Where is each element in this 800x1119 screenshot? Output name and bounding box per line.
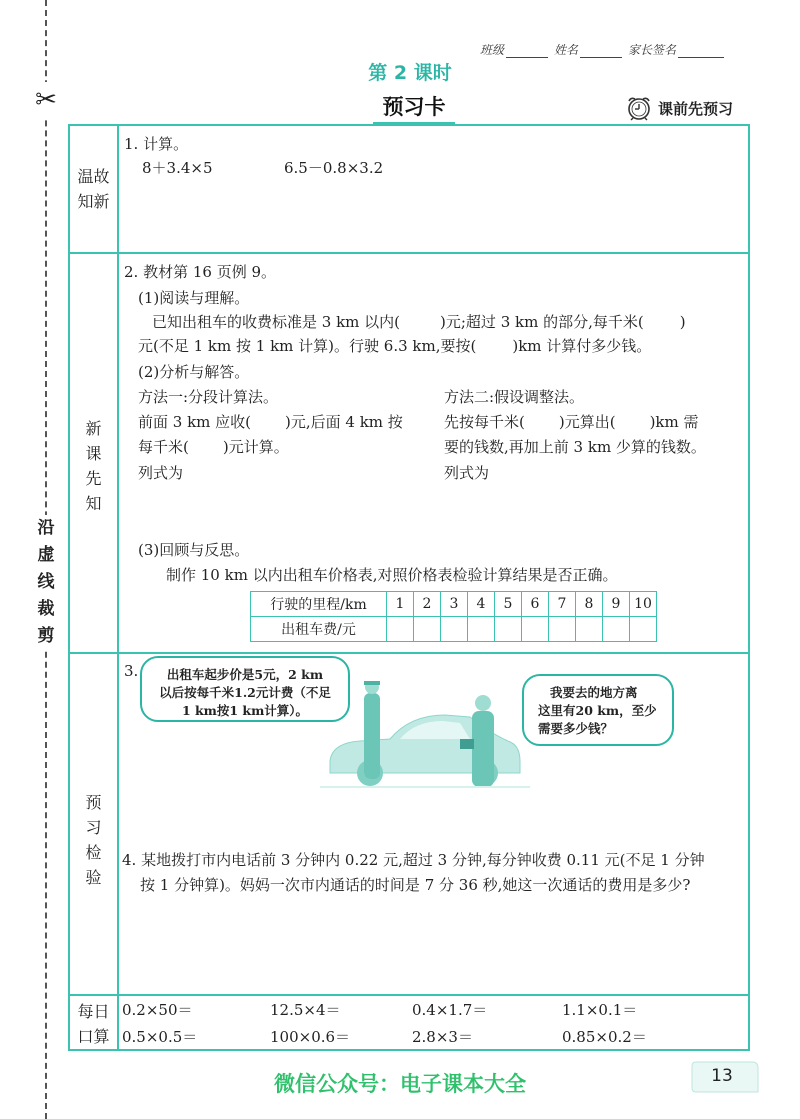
method2-line1 — [444, 410, 699, 434]
fare-cell[interactable] — [387, 617, 414, 642]
distance-cell: 10 — [630, 592, 657, 617]
lesson-title: 第 2 课时 — [368, 62, 452, 84]
method1-line1 — [138, 410, 403, 434]
fare-cell[interactable] — [522, 617, 549, 642]
method2-line2: 要的钱数,再加上前 3 km 少算的钱数。 — [444, 438, 706, 456]
mental-math-item: 2.8×3＝ — [412, 1028, 473, 1046]
method2-formula: 列式为 — [444, 464, 490, 482]
review-label-line: 温故 — [77, 167, 110, 186]
fare-header: 出租车费/元 — [251, 617, 387, 642]
part1-title: (1)阅读与理解。 — [138, 289, 250, 307]
part1-line1-text: )元;超过 3 km 的部分,每千米( — [440, 313, 644, 331]
new-lesson-label-char: 新 — [85, 419, 102, 438]
q4-line2: 按 1 分钟算)。妈妈一次市内通话的时间是 7 分 36 秒,她这一次通话的费用是多少? — [140, 876, 691, 894]
page-number: 13 — [711, 1066, 733, 1086]
distance-cell: 5 — [495, 592, 522, 617]
part1-line2-text: )km 计算付多少钱。 — [512, 337, 652, 355]
label-column-divider — [117, 126, 119, 1049]
method1-text: 每千米( — [138, 438, 189, 456]
mental-math-item: 12.5×4＝ — [270, 1001, 341, 1019]
cut-label-char: 虚 — [37, 545, 55, 565]
fare-cell[interactable] — [576, 617, 603, 642]
section-divider — [70, 994, 748, 996]
mental-math-item: 100×0.6＝ — [270, 1028, 351, 1046]
preview-tag-label: 课前先预习 — [658, 99, 734, 118]
driver-bubble-line: 以后按每千米1.2元计费（不足 — [159, 685, 331, 700]
taxi-illustration — [320, 681, 530, 801]
cut-label-char: 剪 — [37, 626, 55, 646]
part3-title: (3)回顾与反思。 — [138, 541, 250, 559]
alarm-clock-icon — [624, 95, 654, 121]
distance-cell: 3 — [441, 592, 468, 617]
distance-cell: 4 — [468, 592, 495, 617]
distance-cell: 7 — [549, 592, 576, 617]
card-title: 预习卡 — [373, 92, 455, 125]
part1-line1-text: 已知出租车的收费标准是 3 km 以内( — [152, 313, 401, 331]
fare-cell[interactable] — [468, 617, 495, 642]
practice-label-char: 预 — [85, 793, 102, 812]
daily-label — [70, 999, 117, 1049]
mental-math-item: 0.4×1.7＝ — [412, 1001, 488, 1019]
fare-cell[interactable] — [414, 617, 441, 642]
daily-label-line: 口算 — [77, 1027, 110, 1046]
driver-bubble-line: 1 km按1 km计算）。 — [181, 703, 309, 718]
fare-cell[interactable] — [630, 617, 657, 642]
q1-expr: 8＋3.4×5 — [142, 159, 213, 177]
mental-math-item: 1.1×0.1＝ — [562, 1001, 638, 1019]
method2-text: )元算出( — [558, 413, 616, 431]
method1-line2 — [138, 435, 289, 459]
new-lesson-label — [70, 416, 117, 516]
part2-title: (2)分析与解答。 — [138, 363, 250, 381]
method2-text: 先按每千米( — [444, 413, 525, 431]
cut-label-char: 线 — [37, 572, 55, 592]
part1-line2 — [138, 334, 651, 358]
cut-label-char: 沿 — [37, 518, 55, 538]
practice-label-char: 验 — [85, 868, 102, 887]
practice-label — [70, 790, 117, 890]
method1-text: 前面 3 km 应收( — [138, 413, 252, 431]
fare-cell[interactable] — [603, 617, 630, 642]
distance-cell: 6 — [522, 592, 549, 617]
fare-cell[interactable] — [549, 617, 576, 642]
cut-label — [33, 515, 59, 650]
practice-label-char: 检 — [85, 843, 102, 862]
method1-formula: 列式为 — [138, 464, 184, 482]
new-lesson-label-char: 知 — [85, 494, 102, 513]
passenger-bubble-line: 这里有20 km，至少 — [538, 703, 657, 718]
preview-tag — [624, 95, 733, 121]
cut-label-char: 裁 — [37, 599, 55, 619]
q1-title: 1. 计算。 — [124, 135, 189, 153]
q4-line1: 4. 某地拨打市内电话前 3 分钟内 0.22 元,超过 3 分钟,每分钟收费 0.11 元(不足 1 分钟 — [122, 851, 705, 869]
parent-signature-blank[interactable] — [678, 45, 724, 58]
practice-label-char: 习 — [85, 818, 102, 837]
q3-number: 3. — [124, 662, 139, 680]
student-info — [480, 38, 770, 58]
passenger-speech-bubble — [522, 674, 674, 746]
method1-text: )元,后面 4 km 按 — [285, 413, 403, 431]
part1-line1-text: ) — [679, 313, 686, 331]
class-blank[interactable] — [506, 45, 548, 58]
daily-label-line: 每日 — [77, 1002, 110, 1021]
part1-line1 — [152, 310, 686, 334]
distance-row — [251, 592, 657, 617]
driver-speech-bubble — [140, 656, 350, 722]
passenger-bubble-line: 我要去的地方离 — [550, 685, 638, 700]
review-label — [70, 164, 117, 214]
new-lesson-label-char: 课 — [85, 444, 102, 463]
q1-expr: 6.5－0.8×3.2 — [284, 159, 384, 177]
scissors-icon: ✂ — [33, 82, 59, 118]
method2-title: 方法二:假设调整法。 — [444, 388, 585, 406]
distance-cell: 2 — [414, 592, 441, 617]
taxi-price-table — [250, 591, 657, 642]
fare-cell[interactable] — [441, 617, 468, 642]
name-label: 姓名 — [554, 43, 579, 57]
name-blank[interactable] — [580, 45, 622, 58]
method1-text: )元计算。 — [222, 438, 289, 456]
distance-cell: 8 — [576, 592, 603, 617]
class-label: 班级 — [480, 43, 505, 57]
fare-row — [251, 617, 657, 642]
method1-title: 方法一:分段计算法。 — [138, 388, 279, 406]
part3-text: 制作 10 km 以内出租车价格表,对照价格表检验计算结果是否正确。 — [166, 566, 618, 584]
part1-line2-text: 元(不足 1 km 按 1 km 计算)。行驶 6.3 km,要按( — [138, 337, 477, 355]
new-lesson-label-char: 先 — [85, 469, 102, 488]
distance-cell: 1 — [387, 592, 414, 617]
mental-math-item: 0.85×0.2＝ — [562, 1028, 647, 1046]
review-label-line: 知新 — [77, 192, 110, 211]
method2-text: )km 需 — [649, 413, 699, 431]
parent-signature-label: 家长签名 — [628, 43, 677, 57]
section-divider — [70, 252, 748, 254]
wechat-watermark: 微信公众号：电子课本大全 — [274, 1072, 526, 1096]
distance-cell: 9 — [603, 592, 630, 617]
passenger-bubble-line: 需要多少钱？ — [538, 721, 614, 736]
fare-cell[interactable] — [495, 617, 522, 642]
distance-header: 行驶的里程/km — [251, 592, 387, 617]
mental-math-item: 0.2×50＝ — [122, 1001, 193, 1019]
q2-title: 2. 教材第 16 页例 9。 — [124, 263, 277, 281]
preview-card-table — [68, 124, 750, 1051]
section-divider — [70, 652, 748, 654]
driver-bubble-line: 出租车起步价是5元，2 km — [166, 667, 324, 682]
mental-math-item: 0.5×0.5＝ — [122, 1028, 198, 1046]
